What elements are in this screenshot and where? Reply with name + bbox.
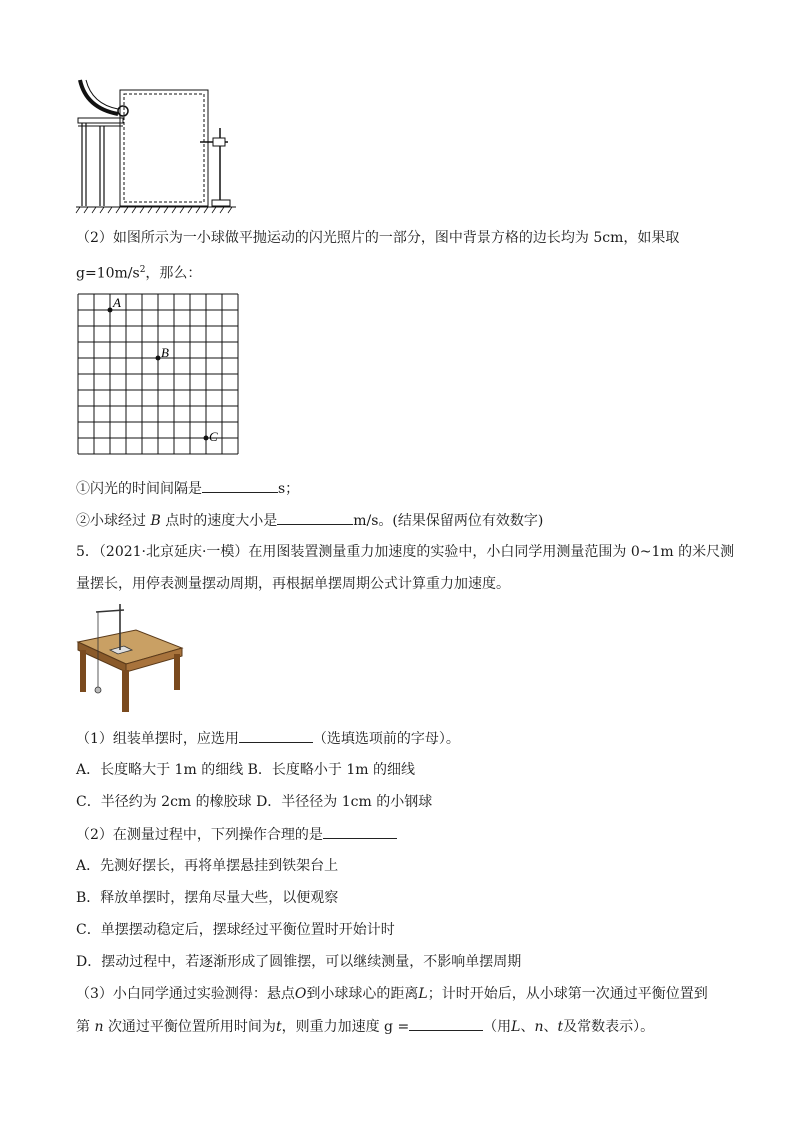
q4-sub1-unit: s； — [278, 481, 300, 497]
var-l-2: L — [511, 1019, 521, 1035]
answer-blank-interval[interactable] — [202, 478, 278, 493]
q5-part2-label: （2）在测量过程中，下列操作合理的是 — [76, 827, 323, 843]
projectile-apparatus-figure — [76, 78, 236, 216]
q4-sub2 — [76, 510, 543, 531]
q4-sub1-label: ①闪光的时间间隔是 — [76, 481, 202, 497]
q5-part3-text-c: ；计时开始后，从小球第一次通过平衡位置到 — [427, 986, 708, 1002]
flash-photo-grid — [78, 294, 238, 458]
var-l: L — [418, 986, 428, 1002]
q4-sub2-mid: 点时的速度大小是 — [165, 513, 278, 529]
q5-option-a: A．先测好摆长，再将单摆悬挂到铁架台上 — [76, 858, 339, 874]
q4-sub2-label: ②小球经过 — [76, 513, 146, 529]
point-b-label: B — [161, 345, 169, 360]
q5-intro-line1: 5．（2021·北京延庆·一模）在用图装置测量重力加速度的实验中，小白同学用测量范围为 0~1m 的米尺测 — [76, 544, 735, 560]
q4-part2-line2 — [76, 260, 201, 284]
var-n: n — [94, 1019, 104, 1035]
point-c — [204, 436, 209, 441]
q5-part3-line1 — [76, 984, 708, 1004]
point-a — [108, 308, 113, 313]
q5-part1-label: （1）组装单摆时，应选用 — [76, 731, 239, 747]
q5-part2 — [76, 824, 397, 845]
answer-blank-part2[interactable] — [323, 824, 397, 839]
var-o: O — [294, 986, 307, 1002]
gravity-value: g=10m/s — [76, 265, 140, 282]
q5-option-b: B．释放单摆时，摆角尽量大些，以便观察 — [76, 890, 339, 906]
sep-1: 、 — [520, 1019, 535, 1035]
q5-options-ab: A．长度略大于 1m 的细线 B．长度略小于 1m 的细线 — [76, 762, 416, 778]
gravity-exponent: 2 — [139, 265, 146, 275]
q4-sub2-var: B — [150, 513, 161, 529]
q5-part3-text-h: 及常数表示）。 — [563, 1019, 655, 1035]
answer-blank-gravity[interactable] — [409, 1016, 483, 1031]
var-t: t — [275, 1019, 282, 1035]
q4-part2-line1: （2）如图所示为一小球做平抛运动的闪光照片的一部分，图中背景方格的边长均为 5cm，如果取 — [76, 230, 680, 246]
gravity-suffix: ，那么： — [145, 265, 202, 282]
q5-part1-hint: （选填选项前的字母）。 — [312, 731, 460, 747]
q5-intro-line2: 量摆长，用停表测量摆动周期，再根据单摆周期公式计算重力加速度。 — [76, 576, 510, 592]
var-n-2: n — [534, 1019, 544, 1035]
sep-2: 、 — [543, 1019, 558, 1035]
q5-part3-text-e: 次通过平衡位置所用时间为 — [107, 1019, 276, 1035]
q5-part3-text-f: ，则重力加速度 g = — [281, 1019, 410, 1035]
q4-sub2-unit: m/s。(结果保留两位有效数字) — [353, 513, 544, 529]
point-c-label: C — [209, 429, 218, 444]
q5-part3-text-a: （3）小白同学通过实验测得：悬点 — [76, 986, 295, 1002]
q5-option-c: C．单摆摆动稳定后，摆球经过平衡位置时开始计时 — [76, 922, 395, 938]
answer-blank-velocity[interactable] — [277, 510, 353, 525]
q4-sub1 — [76, 478, 299, 499]
q5-part3-line2 — [76, 1016, 654, 1037]
q5-part1 — [76, 728, 460, 749]
var-t-2: t — [557, 1019, 564, 1035]
point-a-label: A — [113, 295, 121, 310]
q5-option-d: D．摆动过程中，若逐渐形成了圆锥摆，可以继续测量，不影响单摆周期 — [76, 954, 522, 970]
q5-part3-text-g: （用 — [483, 1019, 512, 1035]
pendulum-apparatus-figure — [76, 602, 184, 714]
q5-part3-text-b: 到小球球心的距离 — [306, 986, 419, 1002]
answer-blank-part1[interactable] — [239, 728, 313, 743]
point-b — [156, 356, 161, 361]
q5-part3-text-d: 第 — [76, 1019, 90, 1035]
q5-options-cd: C．半径约为 2cm 的橡胶球 D．半径径为 1cm 的小钢球 — [76, 794, 433, 810]
